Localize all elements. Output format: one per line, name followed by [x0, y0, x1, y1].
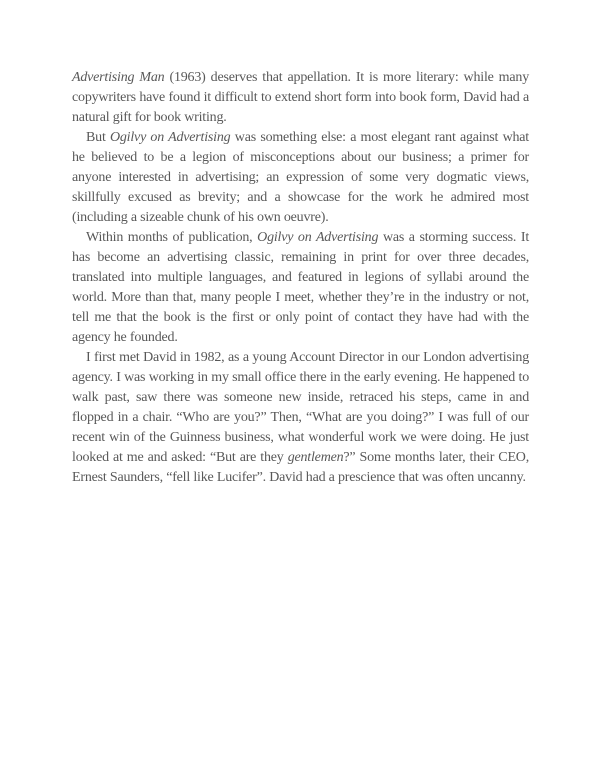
- text-run: I first met David in 1982, as a young Account Director in our London advertising agency. I was working in my small office there in the early evening. He happened to walk past, saw there was someone new inside, retraced his steps, came in and flopped in a chair. “Who are you?” Then, “What are you doing?” I was full of our recent win of the Guinness business, what wonderful work we were doing. He just looked at me and asked: “But are they: [72, 350, 529, 465]
- italic-text-run: Ogilvy on Advertising: [109, 130, 231, 145]
- italic-text-run: Ogilvy on Advertising: [257, 230, 379, 245]
- paragraph: [72, 128, 529, 228]
- italic-text-run: gentlemen: [287, 450, 344, 465]
- italic-text-run: Advertising Man: [72, 70, 165, 85]
- text-run: (1963) deserves that appellation. It is more literary: while many copywriters have found it difficult to extend short form into book form, David had a natural gift for book writing.: [72, 70, 529, 125]
- text-block: [72, 68, 529, 488]
- text-run: Within months of publication,: [86, 230, 258, 245]
- text-run: was a storming success. It has become an advertising classic, remaining in print for over three decades, translated into multiple languages, and featured in legions of syllabi around the world. More than that, many people I meet, whether they’re in the industry or not, tell me that the book is the first or only point of contact they have had with the agency he founded.: [72, 230, 530, 345]
- paragraph: [72, 348, 529, 488]
- paragraph: [72, 228, 529, 348]
- text-run: But: [86, 130, 110, 145]
- text-run: ?” Some months later, their CEO, Ernest Saunders, “fell like Lucifer”. David had a prescience that was often uncanny.: [72, 450, 530, 485]
- paragraph: [72, 68, 529, 128]
- text-run: was something else: a most elegant rant against what he believed to be a legion of misconceptions about our business; a primer for anyone interested in advertising; an expression of some very dogmatic views, skillfully excused as brevity; and a showcase for the work he admired most (including a sizeable chunk of his own oeuvre).: [72, 130, 529, 225]
